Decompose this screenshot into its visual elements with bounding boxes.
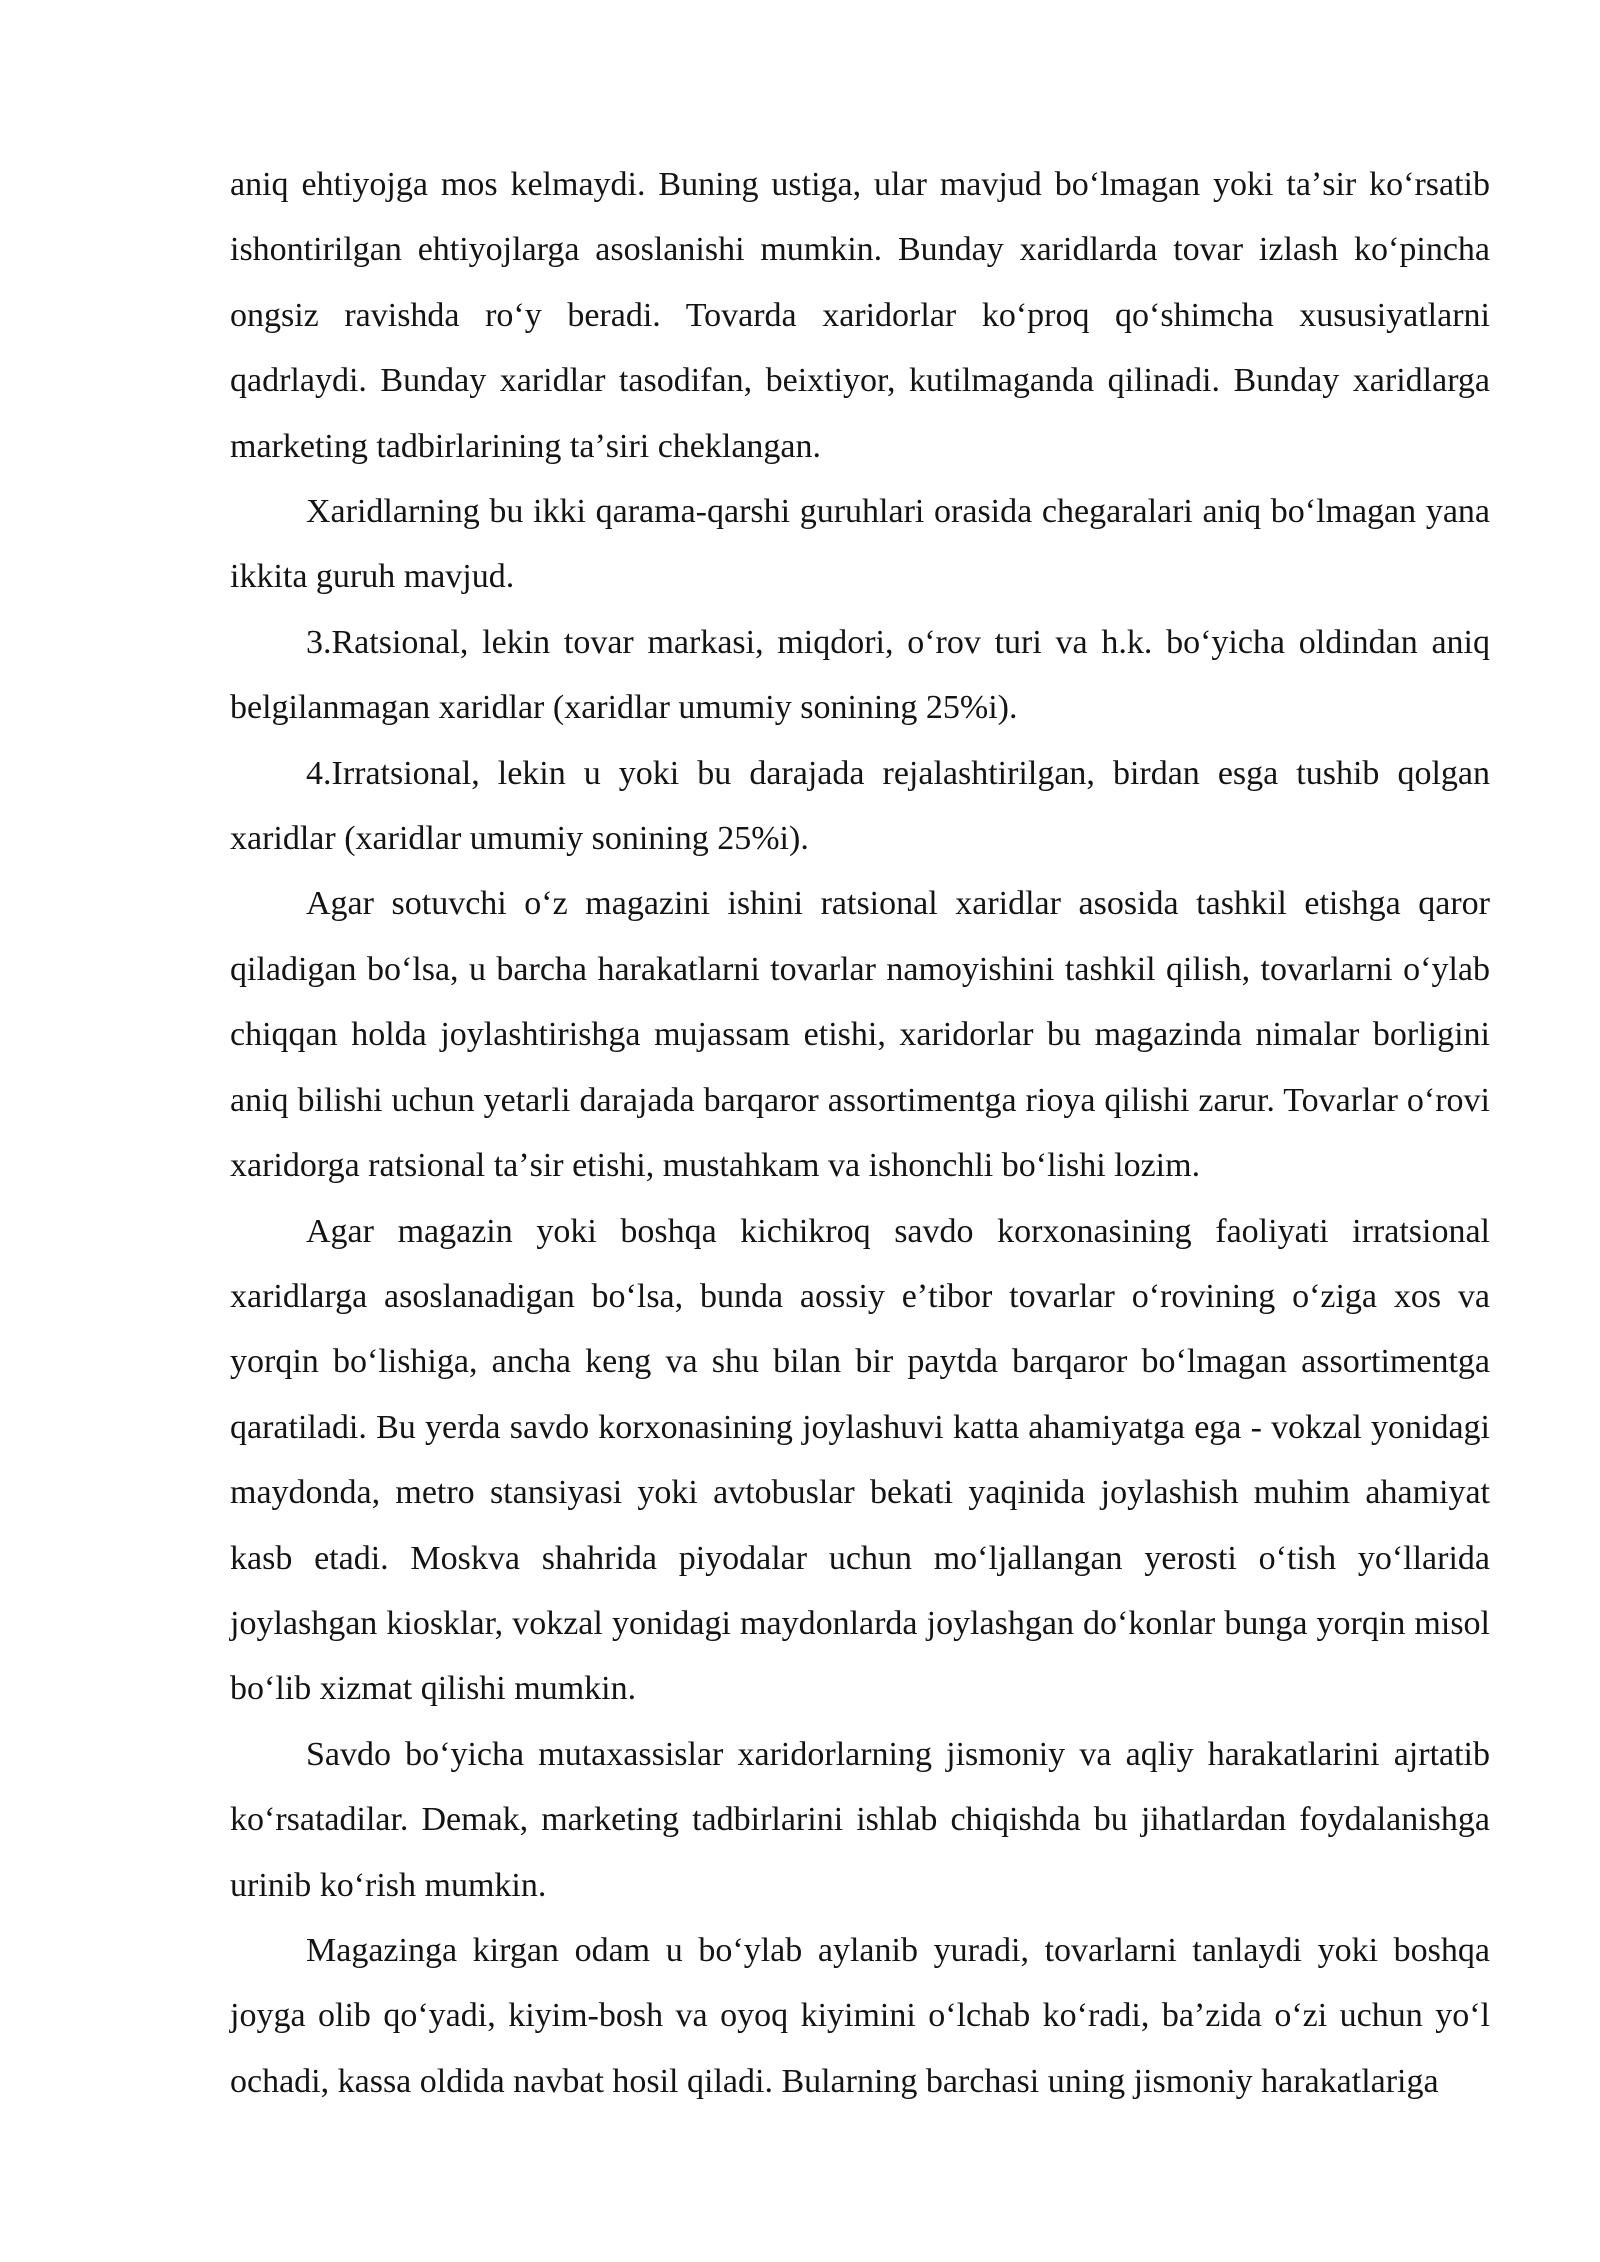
paragraph: Agar sotuvchi oʻz magazini ishini ratsional xaridlar asosida tashkil etishga qaror qiladigan boʻlsa, u barcha harakatlarni tovarlar namoyishini tashkil qilish, tovarlarni oʻylab chiqqan holda joylashtirishga mujassam etishi, xaridorlar bu magazinda nimalar borligini aniq bilishi uchun yetarli darajada barqaror assortimentga rioya qilishi zarur. Tovarlar oʻrovi xaridorga ratsional taʼsir etishi, mustahkam va ishonchli boʻlishi lozim. (230, 885, 1490, 1185)
paragraph: Magazinga kirgan odam u boʻylab aylanib yuradi, tovarlarni tanlaydi yoki boshqa joyga olib qoʻyadi, kiyim-bosh va oyoq kiyimini oʻlchab koʻradi, baʼzida oʻzi uchun yoʻl ochadi, kassa oldida navbat hosil qiladi. Bularning barchasi uning jismoniy harakatlariga (230, 1931, 1490, 2100)
paragraph-continuation: aniq ehtiyojga mos kelmaydi. Buning ustiga, ular mavjud boʻlmagan yoki taʼsir koʻrsatib ishontirilgan ehtiyojlarga asoslanishi mumkin. Bunday xaridlarda tovar izlash koʻpincha ongsiz ravishda roʻy beradi. Tovarda xaridorlar koʻproq qoʻshimcha xususiyatlarni qadrlaydi. Bunday xaridlar tasodifan, beixtiyor, kutilmaganda qilinadi. Bunday xaridlarga marketing tadbirlarining taʼsiri cheklangan. (230, 166, 1490, 465)
paragraph-item-4: 4.Irratsional, lekin u yoki bu darajada rejalashtirilgan, birdan esga tushib qolgan xaridlar (xaridlar umumiy sonining 25%i). (230, 754, 1490, 858)
paragraph-item-3: 3.Ratsional, lekin tovar markasi, miqdori, oʻrov turi va h.k. boʻyicha oldindan aniq belgilanmagan xaridlar (xaridlar umumiy sonining 25%i). (230, 623, 1490, 727)
document-body (230, 152, 1490, 2114)
paragraph: Xaridlarning bu ikki qarama-qarshi guruhlari orasida chegaralari aniq boʻlmagan yana ikkita guruh mavjud. (230, 493, 1490, 596)
paragraph: Agar magazin yoki boshqa kichikroq savdo korxonasining faoliyati irratsional xaridlarga asoslanadigan boʻlsa, bunda aossiy eʼtibor tovarlar oʻrovining oʻziga xos va yorqin boʻlishiga, ancha keng va shu bilan bir paytda barqaror boʻlmagan assortimentga qaratiladi. Bu yerda savdo korxonasining joylashuvi katta ahamiyatga ega - vokzal yonidagi maydonda, metro stansiyasi yoki avtobuslar bekati yaqinida joylashish muhim ahamiyat kasb etadi. Moskva shahrida piyodalar uchun moʻljallangan yerosti oʻtish yoʻllarida joylashgan kiosklar, vokzal yonidagi maydonlarda joylashgan doʻkonlar bunga yorqin misol boʻlib xizmat qilishi mumkin. (230, 1212, 1490, 1708)
paragraph: Savdo boʻyicha mutaxassislar xaridorlarning jismoniy va aqliy harakatlarini ajrtatib koʻrsatadilar. Demak, marketing tadbirlarini ishlab chiqishda bu jihatlardan foydalanishga urinib koʻrish mumkin. (230, 1735, 1490, 1904)
